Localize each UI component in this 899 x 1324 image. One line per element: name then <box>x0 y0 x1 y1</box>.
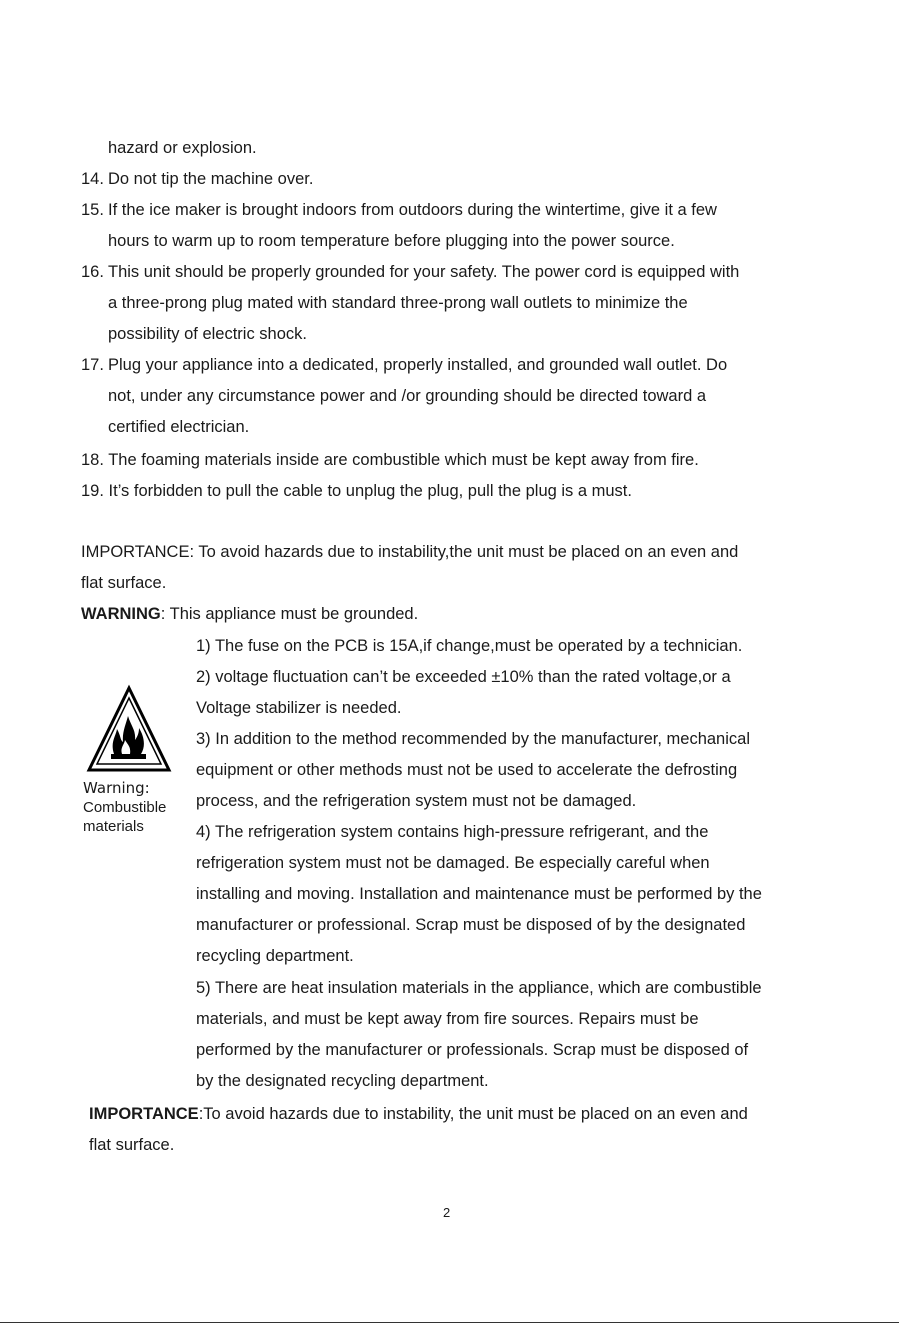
text-line: Voltage stabilizer is needed. <box>196 699 402 717</box>
warning-label: WARNING <box>81 605 161 623</box>
text-line: refrigeration system must not be damaged. Be especially careful when <box>196 854 710 872</box>
flammable-warning-icon <box>86 684 172 774</box>
warning-heading <box>81 604 418 624</box>
warning-point-2: 2) voltage fluctuation can’t be exceeded ±10% than the rated voltage,or a <box>196 668 731 686</box>
page-number: 2 <box>443 1205 451 1220</box>
item-text: This unit should be properly grounded for your safety. The power cord is equipped with <box>108 263 740 281</box>
text-line: process, and the refrigeration system must not be damaged. <box>196 792 637 810</box>
text-line: equipment or other methods must not be used to accelerate the defrosting <box>196 761 738 779</box>
item-number: 16. <box>81 263 104 281</box>
list-item-16 <box>81 262 739 282</box>
text-line: a three-prong plug mated with standard three-prong wall outlets to minimize the <box>108 294 688 312</box>
text-line: certified electrician. <box>108 418 250 436</box>
list-item-14 <box>81 169 313 189</box>
text-line: materials, and must be kept away from fire sources. Repairs must be <box>196 1010 699 1028</box>
item-number: 15. <box>81 201 104 219</box>
importance-text: :To avoid hazards due to instability, the unit must be placed on an even and <box>198 1105 748 1123</box>
text-line: possibility of electric shock. <box>108 325 307 343</box>
list-item-15 <box>81 200 717 220</box>
text-line: hours to warm up to room temperature before plugging into the power source. <box>108 232 675 250</box>
item-text: If the ice maker is brought indoors from outdoors during the wintertime, give it a few <box>108 201 717 219</box>
text-line: flat surface. <box>81 574 167 592</box>
page-bottom-rule <box>0 1322 899 1323</box>
warning-icon-caption <box>83 779 166 836</box>
warning-point-1: 1) The fuse on the PCB is 15A,if change,must be operated by a technician. <box>196 637 743 655</box>
caption-line: Combustible <box>83 799 167 816</box>
text-line: flat surface. <box>89 1136 175 1154</box>
list-item-17 <box>81 355 727 375</box>
text-line: not, under any circumstance power and /or grounding should be directed toward a <box>108 387 707 405</box>
text-line: by the designated recycling department. <box>196 1072 489 1090</box>
warning-point-5: 5) There are heat insulation materials in the appliance, which are combustible <box>196 979 762 997</box>
warning-text: : This appliance must be grounded. <box>160 605 419 623</box>
item-number: 14. <box>81 170 104 188</box>
text-line: performed by the manufacturer or professionals. Scrap must be disposed of <box>196 1041 749 1059</box>
list-item-18: 18. The foaming materials inside are combustible which must be kept away from fire. <box>81 451 699 469</box>
text-line: recycling department. <box>196 947 354 965</box>
caption-line: Warning: <box>83 779 150 797</box>
text-line: hazard or explosion. <box>108 139 257 157</box>
importance-note: IMPORTANCE: To avoid hazards due to instability,the unit must be placed on an even and <box>81 543 739 561</box>
warning-point-3: 3) In addition to the method recommended by the manufacturer, mechanical <box>196 730 750 748</box>
item-number: 17. <box>81 356 104 374</box>
item-text: Plug your appliance into a dedicated, properly installed, and grounded wall outlet. Do <box>108 356 728 374</box>
text-line: manufacturer or professional. Scrap must be disposed of by the designated <box>196 916 746 934</box>
importance-label: IMPORTANCE <box>89 1105 199 1123</box>
list-item-19: 19. It’s forbidden to pull the cable to unplug the plug, pull the plug is a must. <box>81 482 632 500</box>
warning-point-4: 4) The refrigeration system contains high-pressure refrigerant, and the <box>196 823 709 841</box>
caption-line: materials <box>83 818 144 835</box>
text-line: installing and moving. Installation and maintenance must be performed by the <box>196 885 762 903</box>
item-text: Do not tip the machine over. <box>108 170 314 188</box>
importance-note-2 <box>89 1104 748 1124</box>
